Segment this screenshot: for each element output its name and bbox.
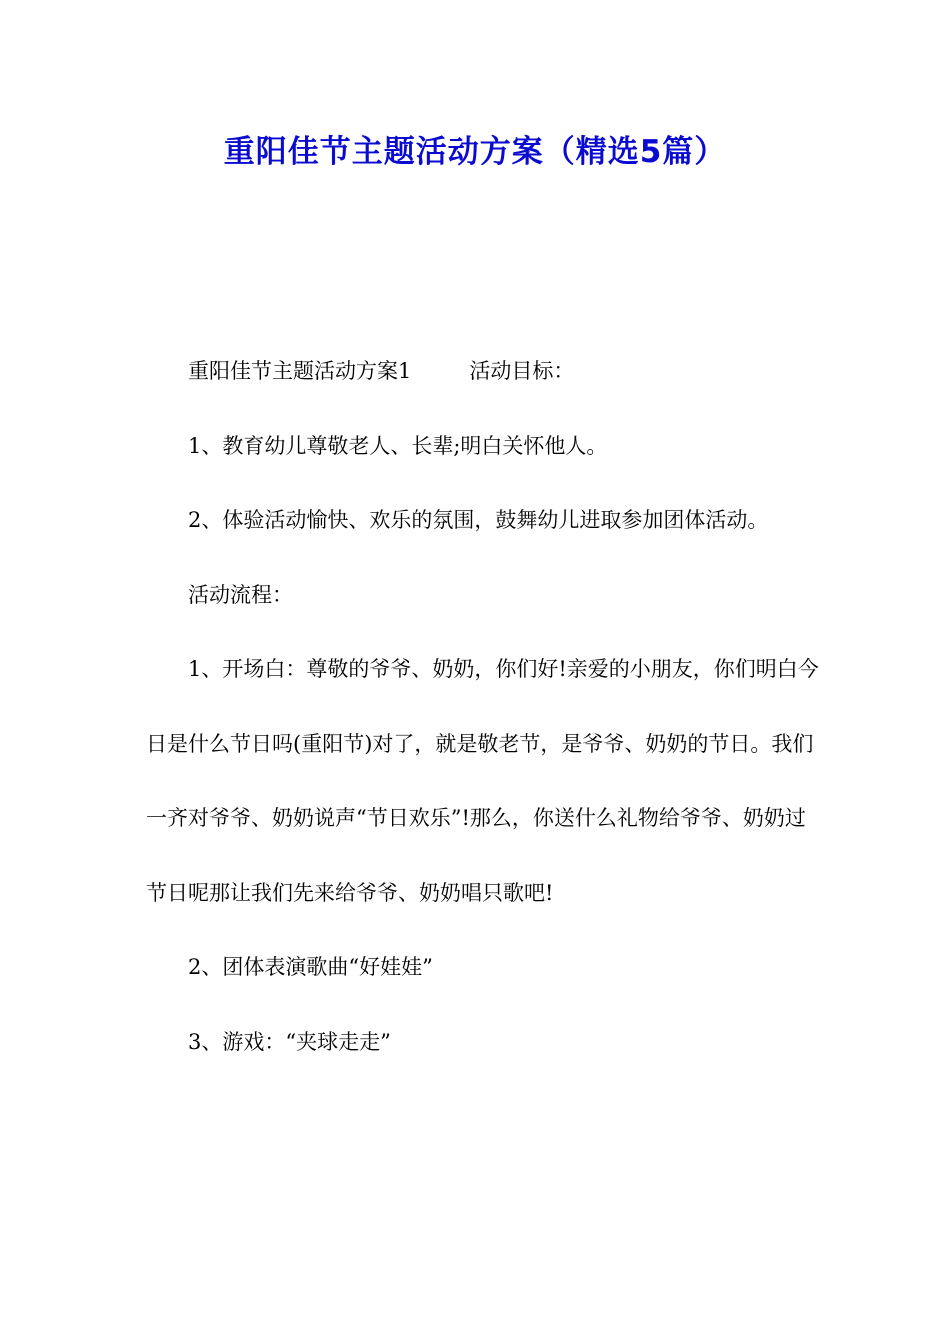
goal-heading: 活动目标：: [469, 359, 575, 383]
paragraph-goal-2: 2、体验活动愉快、欢乐的氛围，鼓舞幼儿进取参加团体活动。: [188, 508, 769, 532]
paragraph-goal-1: 1、教育幼儿尊敬老人、长辈;明白关怀他人。: [188, 433, 608, 458]
paragraph-plan-heading: [146, 334, 826, 409]
document-body: [146, 334, 826, 1079]
paragraph-process-heading: 活动流程：: [188, 582, 293, 607]
plan-title: 重阳佳节主题活动方案1: [188, 359, 412, 383]
paragraph-opening: 1、开场白：尊敬的爷爷、奶奶，你们好!亲爱的小朋友，你们明白今日是什么节日吗(重阳节)对了，就是敬老节，是爷爷、奶奶的节日。我们一齐对爷爷、奶奶说声“节日欢乐”!那么，你送什么礼物给爷爷、奶奶过节日呢那让我们先来给爷爷、奶奶唱只歌吧!: [146, 657, 819, 905]
paragraph-song: 2、团体表演歌曲“好娃娃”: [188, 955, 433, 979]
paragraph-game: 3、游戏：“夹球走走”: [188, 1029, 391, 1054]
document-title: 重阳佳节主题活动方案（精选5篇）: [223, 134, 727, 170]
